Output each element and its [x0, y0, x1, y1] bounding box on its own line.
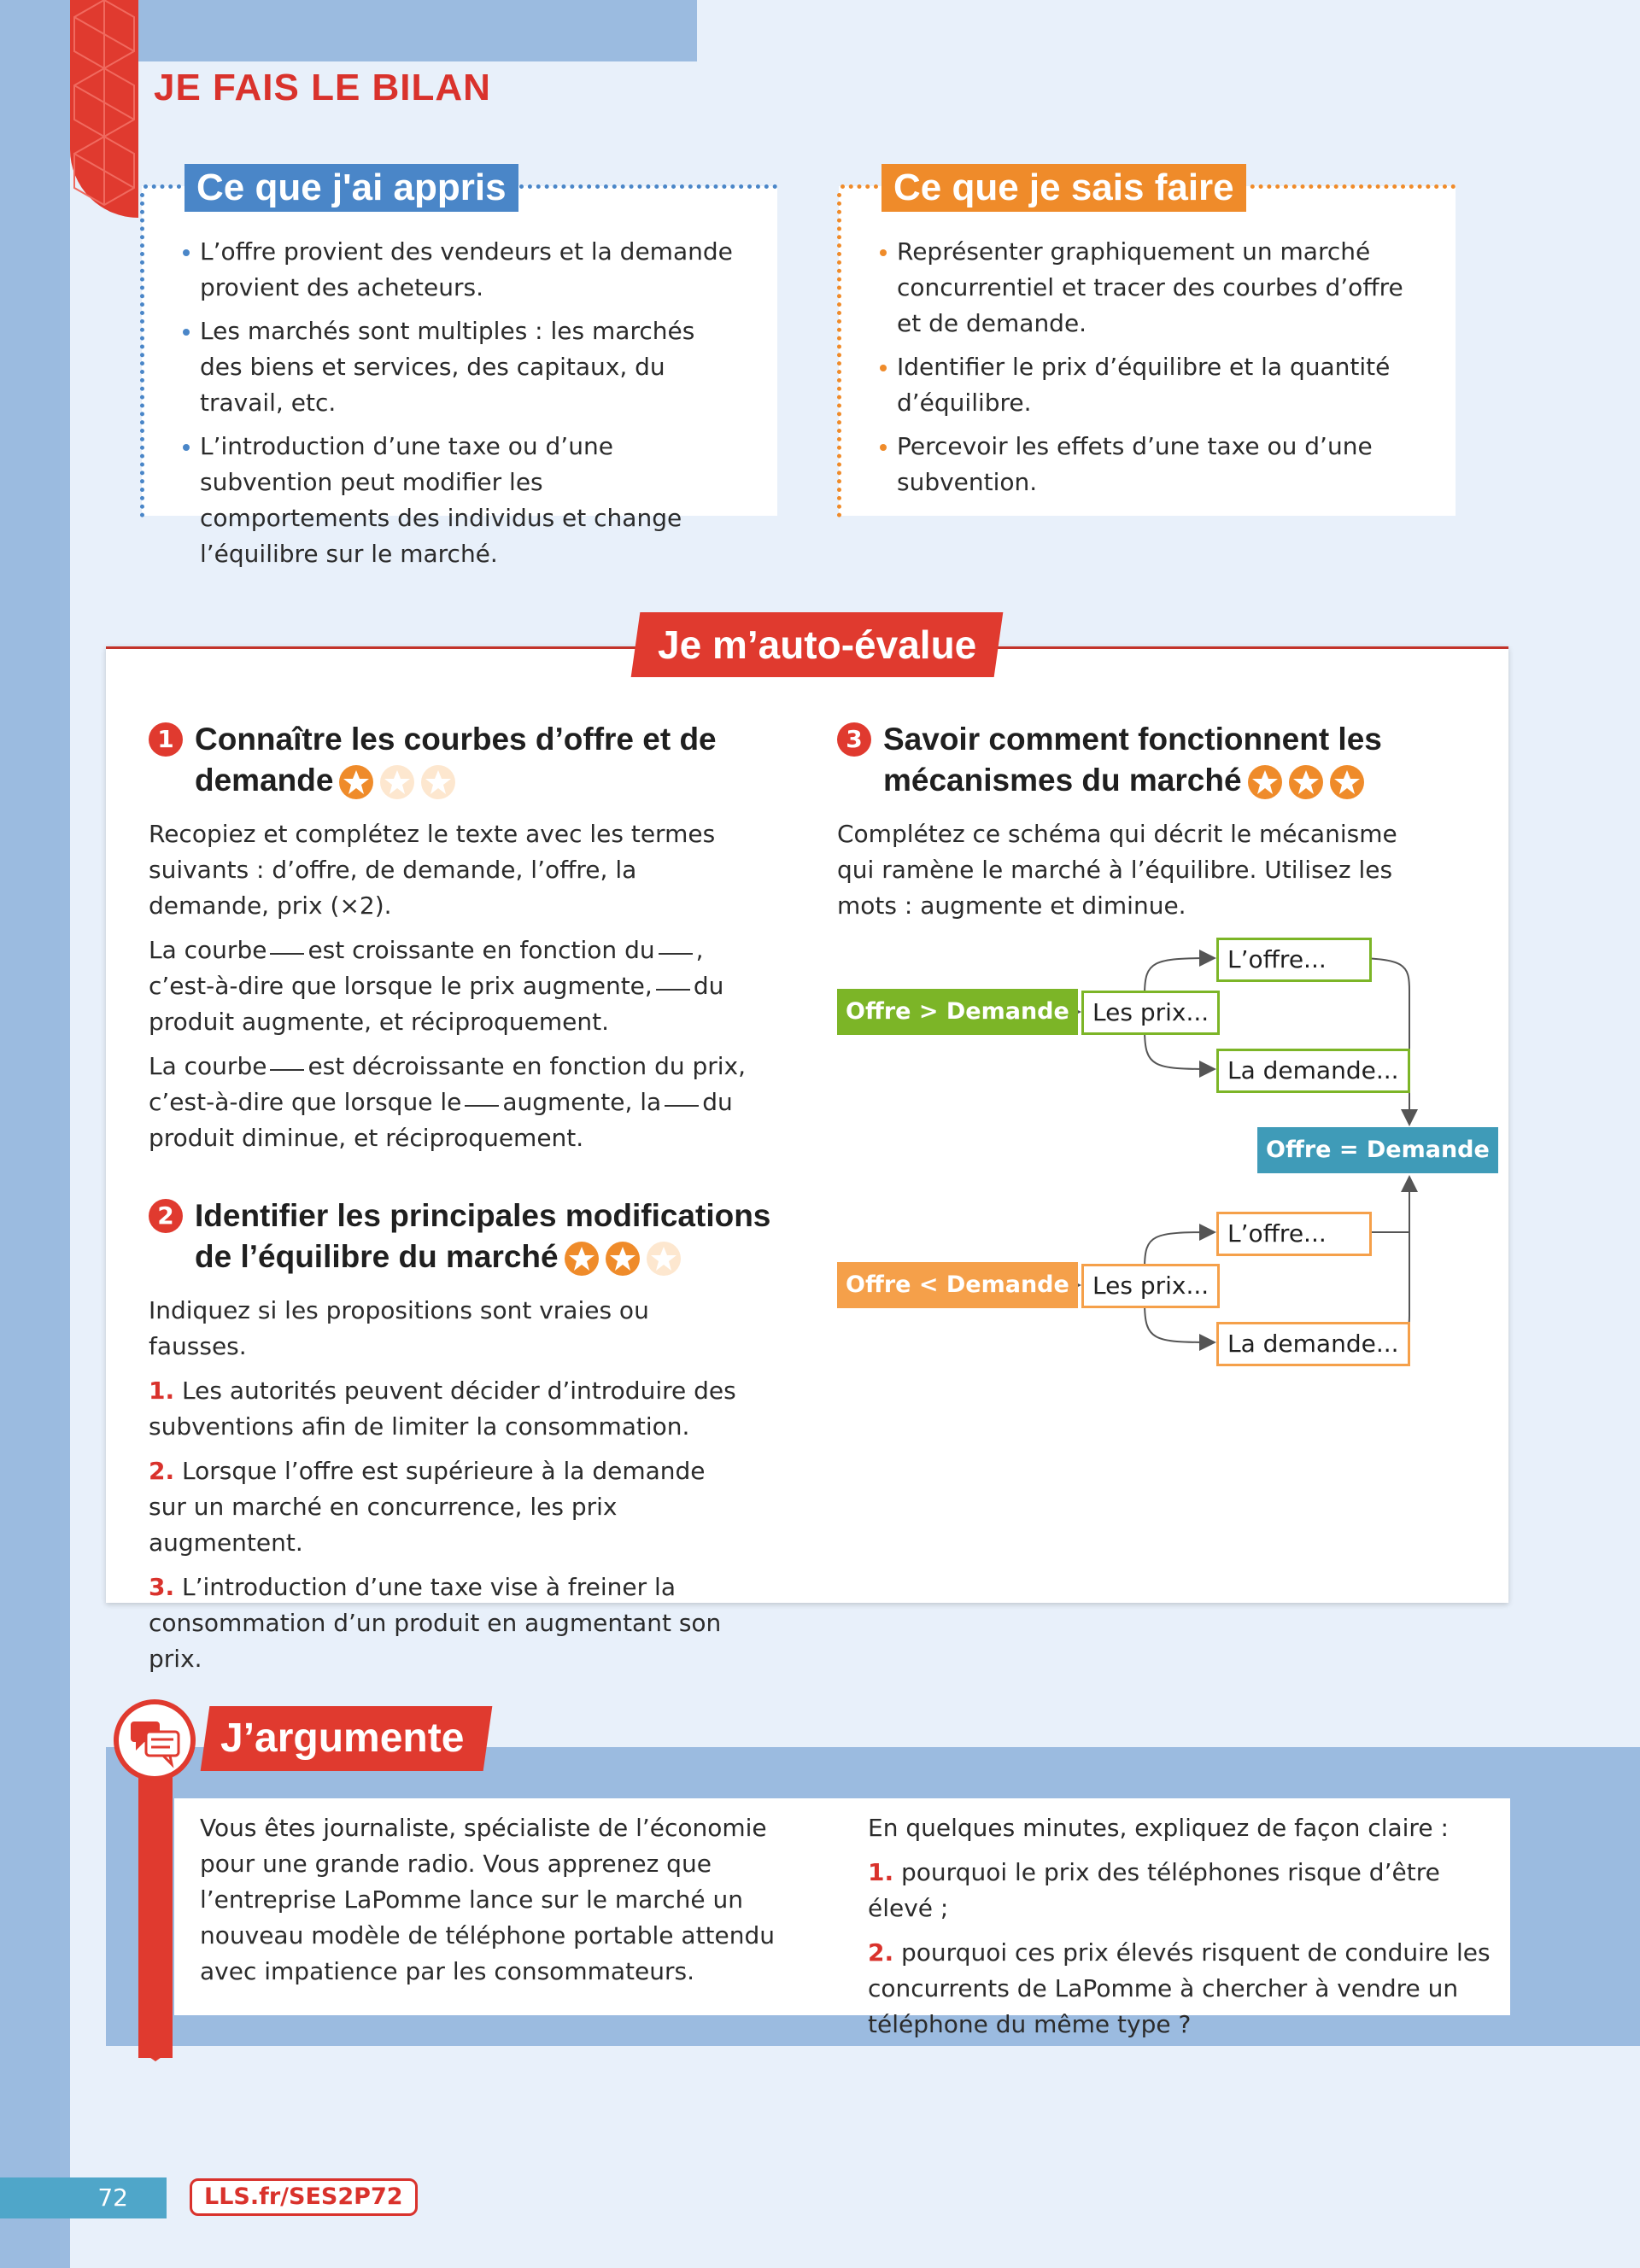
list-item: L’offre provient des vendeurs et la demande provient des acheteurs. — [183, 234, 738, 306]
star-filled-icon — [1288, 764, 1324, 800]
blank — [465, 1105, 499, 1107]
learned-title: Ce que j'ai appris — [184, 164, 518, 212]
argument-left-text: Vous êtes journaliste, spécialiste de l’économie pour une grande radio. Vous apprenez que l’entreprise LaPomme lance sur le marché un nouveau modèle de téléphone portable attendu avec impatience par les consommateurs. — [200, 1814, 776, 1985]
argument-title: J’argumente — [201, 1706, 493, 1771]
diagram-supply-bottom-box: L’offre... — [1216, 1212, 1372, 1256]
star-empty-icon — [646, 1241, 682, 1277]
diagram-prices-bottom-box: Les prix... — [1081, 1264, 1220, 1308]
question-1-title: Connaître les courbes d’offre et de demande — [195, 719, 717, 801]
list-item: Représenter graphiquement un marché concurrentiel et tracer des courbes d’offre et de demande. — [880, 234, 1426, 342]
star-filled-icon — [1329, 764, 1365, 800]
question-2-body: Indiquez si les propositions sont vraies ou fausses. 1. Les autorités peuvent décider d’introduire des subventions afin de limiter la consommation. 2. Lorsque l’offre est supérieure à la demande sur un marché en concurrence, les prix augmentent. 3. L’introduction d’une taxe vise à freiner la consommation d’un produit en augmentant son prix. — [149, 1293, 747, 1686]
list-item: 1. Les autorités peuvent décider d’introduire des subventions afin de limiter la consommation. — [149, 1377, 736, 1441]
resource-link[interactable]: LLS.fr/SES2P72 — [190, 2178, 418, 2216]
diagram-demand-bottom-box: La demande... — [1216, 1322, 1410, 1366]
star-filled-icon — [1247, 764, 1283, 800]
hexagon-pattern-icon — [70, 0, 138, 218]
chapter-tab — [70, 0, 138, 218]
blank — [270, 953, 304, 955]
list-item: 2. pourquoi ces prix élevés risquent de conduire les concurrents de LaPomme à chercher à vendre un téléphone du même type ? — [868, 1938, 1491, 2038]
difficulty-stars — [333, 763, 456, 798]
question-3-title: Savoir comment fonctionnent les mécanismes du marché — [883, 719, 1382, 801]
diagram-supply-top-box: L’offre... — [1216, 938, 1372, 982]
top-band — [70, 0, 697, 61]
question-1-body: Recopiez et complétez le texte avec les termes suivants : d’offre, de demande, l’offre, la demande, prix (×2). La courbe est croissante en fonction du , c’est-à-dire que lorsque le prix augmente, du produit augmente, et réciproquement. La courbe est décroissante en fonction du prix, c’est-à-dire que lorsque le augmente, la du produit diminue, et réciproquement. — [149, 820, 747, 1152]
list-item: Les marchés sont multiples : les marchés des biens et services, des capitaux, du travail, etc. — [183, 313, 738, 421]
diagram-supply-less-box: Offre < Demande — [837, 1262, 1078, 1308]
page-number: 72 — [0, 2177, 167, 2218]
list-item: Identifier le prix d’équilibre et la quantité d’équilibre. — [880, 349, 1426, 421]
question-number-3: 3 — [837, 722, 871, 757]
blank — [270, 1069, 304, 1071]
question-number-2: 2 — [149, 1199, 183, 1233]
list-item: Percevoir les effets d’une taxe ou d’une subvention. — [880, 429, 1426, 500]
list-item: 3. L’introduction d’une taxe vise à freiner la consommation d’un produit en augmentant son prix. — [149, 1573, 722, 1673]
speech-bubbles-icon — [114, 1699, 196, 1781]
blank — [665, 1105, 699, 1107]
star-empty-icon — [379, 764, 415, 800]
blank — [656, 989, 690, 991]
list-item: 2. Lorsque l’offre est supérieure à la demande sur un marché en concurrence, les prix augmentent. — [149, 1457, 706, 1557]
argument-side-bar-tip — [138, 2049, 173, 2061]
skills-dotted-border — [837, 184, 1456, 517]
question-3-intro: Complétez ce schéma qui décrit le mécanisme qui ramène le marché à l’équilibre. Utilisez les mots : augmente et diminue. — [837, 820, 1397, 920]
question-2-title: Identifier les principales modifications de l’équilibre du marché — [195, 1195, 770, 1277]
skills-title: Ce que je sais faire — [882, 164, 1246, 212]
diagram-equilibrium-box: Offre = Demande — [1257, 1127, 1498, 1173]
diagram-demand-top-box: La demande... — [1216, 1049, 1410, 1093]
left-margin-strip — [0, 0, 70, 2268]
star-filled-icon — [564, 1241, 600, 1277]
argument-side-bar — [138, 1759, 173, 2058]
blank — [659, 953, 693, 955]
star-filled-icon — [338, 764, 374, 800]
diagram-prices-top-box: Les prix... — [1081, 991, 1220, 1035]
list-item: L’introduction d’une taxe ou d’une subvention peut modifier les comportements des individus et change l’équilibre sur le marché. — [183, 429, 738, 572]
star-filled-icon — [605, 1241, 641, 1277]
self-assessment-title: Je m’auto-évalue — [631, 612, 1004, 677]
question-number-1: 1 — [149, 722, 183, 757]
difficulty-stars — [1242, 763, 1365, 798]
learned-dotted-border — [140, 184, 777, 517]
star-empty-icon — [420, 764, 456, 800]
page-title: JE FAIS LE BILAN — [154, 67, 491, 108]
difficulty-stars — [559, 1239, 682, 1274]
argument-right-text: En quelques minutes, expliquez de façon claire : 1. pourquoi le prix des téléphones risque d’être élevé ; 2. pourquoi ces prix élevés risquent de conduire les concurrents de LaPomme à chercher à vendre un téléphone du même type ? — [868, 1810, 1496, 2051]
diagram-supply-greater-box: Offre > Demande — [837, 989, 1078, 1035]
list-item: 1. pourquoi le prix des téléphones risque d’être élevé ; — [868, 1858, 1440, 1922]
